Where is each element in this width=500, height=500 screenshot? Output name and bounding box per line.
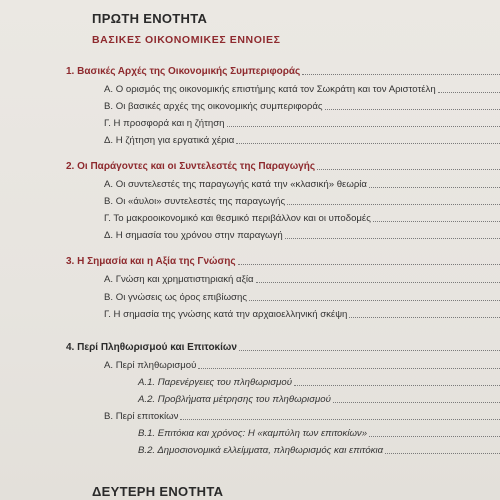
- toc-chapter-2[interactable]: [66, 161, 500, 173]
- toc-leader-dots: [369, 186, 500, 188]
- toc-leader-dots: [325, 108, 500, 110]
- toc-section-title: Α. Ο ορισμός της οικονομικής επιστήμης κατά τον Σωκράτη και τον Αριστοτέλη: [104, 84, 436, 95]
- toc-leader-dots: [369, 435, 500, 437]
- toc-subsection[interactable]: [138, 445, 500, 457]
- toc-leader-dots: [438, 91, 500, 93]
- part-one-title: ΠΡΩΤΗ ΕΝΟΤΗΤΑ: [92, 11, 208, 26]
- toc-section[interactable]: [104, 135, 500, 147]
- toc-section-title: Δ. Η σημασία του χρόνου στην παραγωγή: [104, 230, 283, 241]
- toc-chapter-title: 4. Περί Πληθωρισμού και Επιτοκίων: [66, 342, 237, 353]
- toc-section[interactable]: [104, 118, 500, 130]
- toc-leader-dots: [239, 349, 500, 351]
- toc-leader-dots: [227, 125, 500, 127]
- toc-section-title: Β. Οι βασικές αρχές της οικονομικής συμπεριφοράς: [104, 101, 323, 112]
- toc-chapter-title: 1. Βασικές Αρχές της Οικονομικής Συμπεριφοράς: [66, 66, 301, 77]
- toc-leader-dots: [349, 316, 500, 318]
- toc-leader-dots: [287, 203, 500, 205]
- toc-subsection-title: Α.1. Παρενέργειες του πληθωρισμού: [138, 377, 292, 388]
- toc-chapter-title: 2. Οι Παράγοντες και οι Συντελεστές της Παραγωγής: [66, 161, 316, 172]
- toc-leader-dots: [180, 418, 500, 420]
- toc-subsection-title: Α.2. Προβλήματα μέτρησης του πληθωρισμού: [138, 394, 331, 405]
- toc-subsection[interactable]: [138, 377, 500, 389]
- toc-section[interactable]: [104, 84, 500, 96]
- toc-leader-dots: [294, 384, 500, 386]
- toc-section[interactable]: [104, 213, 500, 225]
- toc-chapter-title: 3. Η Σημασία και η Αξία της Γνώσης: [66, 256, 236, 267]
- part-two-title: ΔΕΥΤΕΡΗ ΕΝΟΤΗΤΑ: [92, 484, 224, 499]
- toc-section[interactable]: [104, 196, 500, 208]
- toc-subsection-title: Β.2. Δημοσιονομικά ελλείμματα, πληθωρισμός και επιτόκια: [138, 445, 384, 456]
- toc-subsection-title: Β.1. Επιτόκια και χρόνος: Η «καμπύλη των επιτοκίων»: [138, 428, 368, 439]
- toc-subsection[interactable]: [138, 428, 500, 440]
- toc-leader-dots: [302, 73, 500, 75]
- toc-section[interactable]: [104, 230, 500, 242]
- toc-section-title: Γ. Η προσφορά και η ζήτηση: [104, 118, 225, 129]
- toc-section-title: Β. Οι γνώσεις ως όρος επιβίωσης: [104, 292, 247, 303]
- toc-leader-dots: [238, 263, 500, 265]
- toc-section-title: Γ. Η σημασία της γνώσης κατά την αρχαιοελληνική σκέψη: [104, 309, 348, 320]
- toc-section-title: Α. Περί πληθωρισμού: [104, 360, 197, 371]
- toc-section[interactable]: [104, 179, 500, 191]
- toc-section-title: Γ. Το μακροοικονομικό και θεσμικό περιβάλλον και οι υποδομές: [104, 213, 371, 224]
- toc-section-title: Α. Γνώση και χρηματιστηριακή αξία: [104, 274, 254, 285]
- toc-leader-dots: [317, 168, 500, 170]
- toc-section[interactable]: [104, 274, 500, 286]
- toc-section[interactable]: [104, 101, 500, 113]
- toc-leader-dots: [385, 452, 500, 454]
- toc-section[interactable]: [104, 292, 500, 304]
- toc-section-title: Δ. Η ζήτηση για εργατικά χέρια: [104, 135, 235, 146]
- toc-section-title: Β. Περί επιτοκίων: [104, 411, 179, 422]
- toc-leader-dots: [333, 401, 500, 403]
- toc-leader-dots: [198, 367, 500, 369]
- toc-section-title: Α. Οι συντελεστές της παραγωγής κατά την «κλασική» θεωρία: [104, 179, 367, 190]
- toc-section[interactable]: [104, 411, 500, 423]
- toc-leader-dots: [373, 220, 500, 222]
- toc-leader-dots: [249, 299, 500, 301]
- toc-leader-dots: [256, 281, 500, 283]
- toc-leader-dots: [285, 237, 500, 239]
- part-one-subtitle: ΒΑΣΙΚΕΣ ΟΙΚΟΝΟΜΙΚΕΣ ΕΝΝΟΙΕΣ: [92, 34, 281, 46]
- toc-section[interactable]: [104, 360, 500, 372]
- toc-chapter-1[interactable]: [66, 66, 500, 78]
- toc-section-title: Β. Οι «άυλοι» συντελεστές της παραγωγής: [104, 196, 286, 207]
- toc-subsection[interactable]: [138, 394, 500, 406]
- toc-leader-dots: [236, 142, 500, 144]
- toc-chapter-3[interactable]: [66, 256, 500, 268]
- toc-chapter-4[interactable]: [66, 342, 500, 354]
- toc-section[interactable]: [104, 309, 500, 321]
